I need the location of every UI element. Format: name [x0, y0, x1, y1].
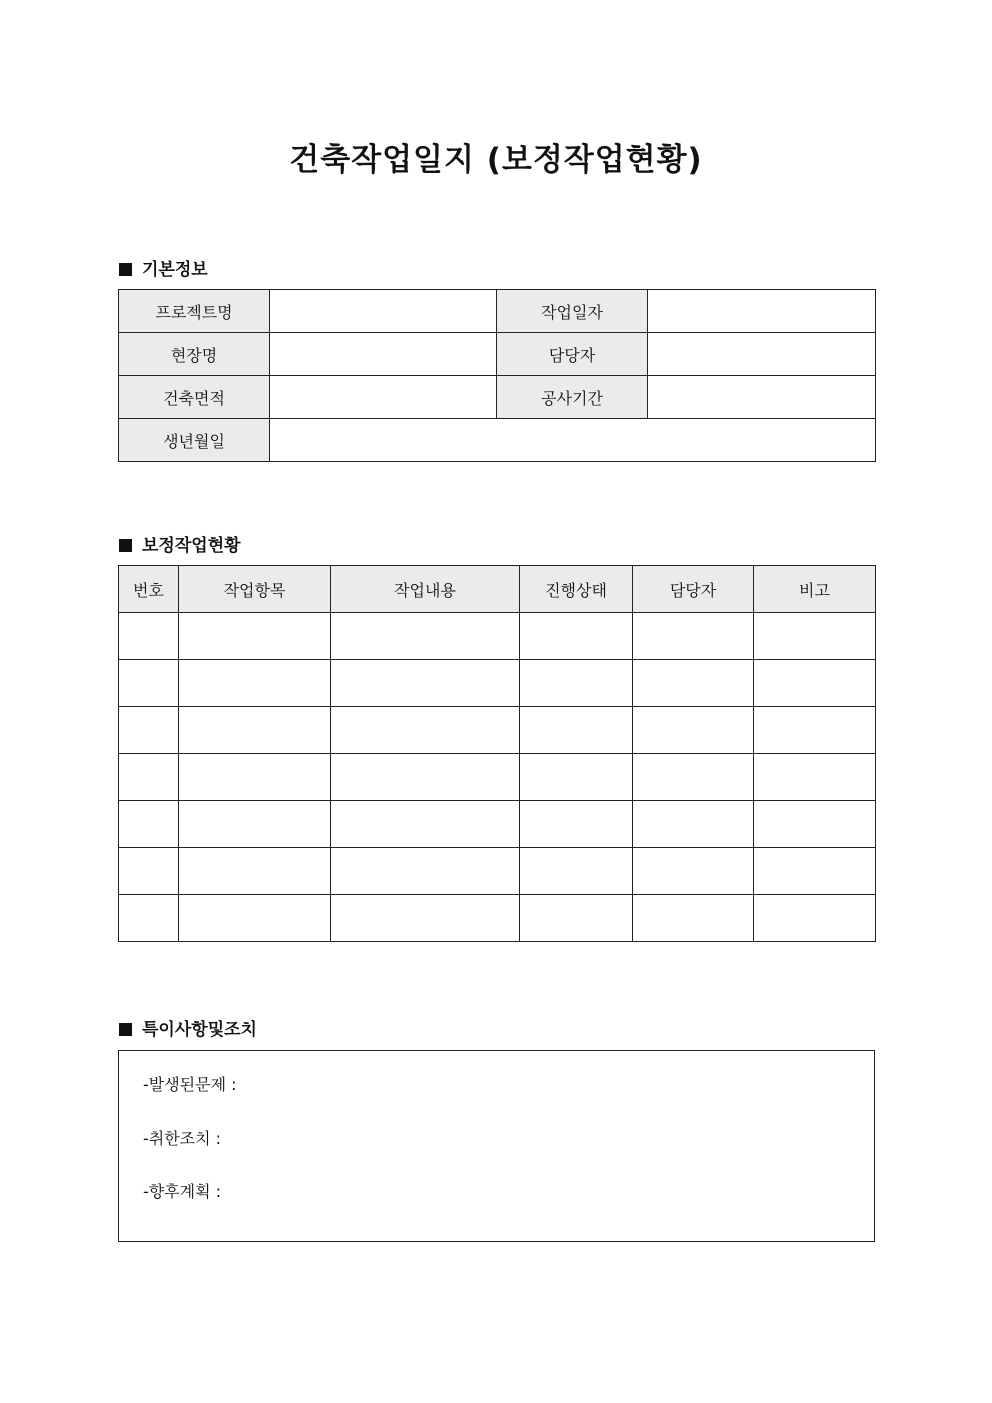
- header-progress-status: 진행상태: [520, 566, 633, 613]
- manager-cell[interactable]: [633, 613, 754, 660]
- section-title: 특이사항및조치: [142, 1020, 257, 1040]
- site-name-field[interactable]: [270, 333, 497, 376]
- table-row: [119, 333, 876, 376]
- work-item-cell[interactable]: [179, 895, 331, 942]
- construction-period-label: 공사기간: [497, 376, 648, 419]
- section-title: 보정작업현황: [142, 536, 241, 556]
- progress-status-cell[interactable]: [520, 707, 633, 754]
- work-content-cell[interactable]: [331, 801, 520, 848]
- construction-period-field[interactable]: [648, 376, 876, 419]
- table-row: [119, 290, 876, 333]
- number-cell[interactable]: [119, 895, 179, 942]
- progress-status-cell[interactable]: [520, 660, 633, 707]
- progress-status-cell[interactable]: [520, 613, 633, 660]
- birth-date-label: 생년월일: [119, 419, 270, 462]
- site-name-label: 현장명: [119, 333, 270, 376]
- work-content-cell[interactable]: [331, 660, 520, 707]
- work-item-cell[interactable]: [179, 660, 331, 707]
- table-header-row: [119, 566, 876, 613]
- manager-cell[interactable]: [633, 848, 754, 895]
- header-manager: 담당자: [633, 566, 754, 613]
- table-row: [119, 848, 876, 895]
- work-content-cell[interactable]: [331, 848, 520, 895]
- work-item-cell[interactable]: [179, 613, 331, 660]
- work-item-cell[interactable]: [179, 801, 331, 848]
- section-title: 기본정보: [142, 260, 208, 280]
- remarks-cell[interactable]: [754, 801, 876, 848]
- work-date-field[interactable]: [648, 290, 876, 333]
- number-cell[interactable]: [119, 801, 179, 848]
- building-area-field[interactable]: [270, 376, 497, 419]
- table-row: [119, 754, 876, 801]
- remarks-cell[interactable]: [754, 613, 876, 660]
- action-label: -취한조치 :: [143, 1129, 222, 1148]
- work-content-cell[interactable]: [331, 613, 520, 660]
- manager-cell[interactable]: [633, 801, 754, 848]
- manager-cell[interactable]: [633, 895, 754, 942]
- project-name-field[interactable]: [270, 290, 497, 333]
- section-heading-remarks: [119, 1015, 257, 1040]
- work-content-cell[interactable]: [331, 895, 520, 942]
- table-row: [119, 660, 876, 707]
- remarks-cell[interactable]: [754, 848, 876, 895]
- number-cell[interactable]: [119, 613, 179, 660]
- project-name-label: 프로젝트명: [119, 290, 270, 333]
- section-heading-basic-info: [119, 255, 208, 280]
- work-content-cell[interactable]: [331, 754, 520, 801]
- building-area-label: 건축면적: [119, 376, 270, 419]
- manager-cell[interactable]: [633, 707, 754, 754]
- work-date-label: 작업일자: [497, 290, 648, 333]
- manager-field[interactable]: [648, 333, 876, 376]
- header-work-item: 작업항목: [179, 566, 331, 613]
- table-row: [119, 801, 876, 848]
- header-remarks: 비고: [754, 566, 876, 613]
- page-title: 건축작업일지 (보정작업현황): [289, 142, 703, 178]
- remarks-cell[interactable]: [754, 660, 876, 707]
- plan-label: -향후계획 :: [143, 1182, 222, 1201]
- number-cell[interactable]: [119, 754, 179, 801]
- progress-status-cell[interactable]: [520, 848, 633, 895]
- header-number: 번호: [119, 566, 179, 613]
- square-bullet-icon: [119, 539, 132, 552]
- correction-work-table: [118, 565, 876, 942]
- square-bullet-icon: [119, 263, 132, 276]
- basic-info-table: [118, 289, 876, 462]
- table-row: [119, 707, 876, 754]
- table-row: [119, 895, 876, 942]
- work-item-cell[interactable]: [179, 707, 331, 754]
- work-item-cell[interactable]: [179, 754, 331, 801]
- table-row: [119, 419, 876, 462]
- progress-status-cell[interactable]: [520, 754, 633, 801]
- section-heading-correction-work: [119, 531, 241, 556]
- square-bullet-icon: [119, 1023, 132, 1036]
- number-cell[interactable]: [119, 848, 179, 895]
- problem-label: -발생된문제 :: [143, 1075, 237, 1094]
- progress-status-cell[interactable]: [520, 801, 633, 848]
- work-item-cell[interactable]: [179, 848, 331, 895]
- table-row: [119, 613, 876, 660]
- progress-status-cell[interactable]: [520, 895, 633, 942]
- manager-label: 담당자: [497, 333, 648, 376]
- header-work-content: 작업내용: [331, 566, 520, 613]
- manager-cell[interactable]: [633, 754, 754, 801]
- remarks-cell[interactable]: [754, 895, 876, 942]
- remarks-cell[interactable]: [754, 754, 876, 801]
- remarks-cell[interactable]: [754, 707, 876, 754]
- number-cell[interactable]: [119, 707, 179, 754]
- number-cell[interactable]: [119, 660, 179, 707]
- birth-date-field[interactable]: [270, 419, 876, 462]
- remarks-box[interactable]: [118, 1050, 875, 1242]
- table-row: [119, 376, 876, 419]
- manager-cell[interactable]: [633, 660, 754, 707]
- work-content-cell[interactable]: [331, 707, 520, 754]
